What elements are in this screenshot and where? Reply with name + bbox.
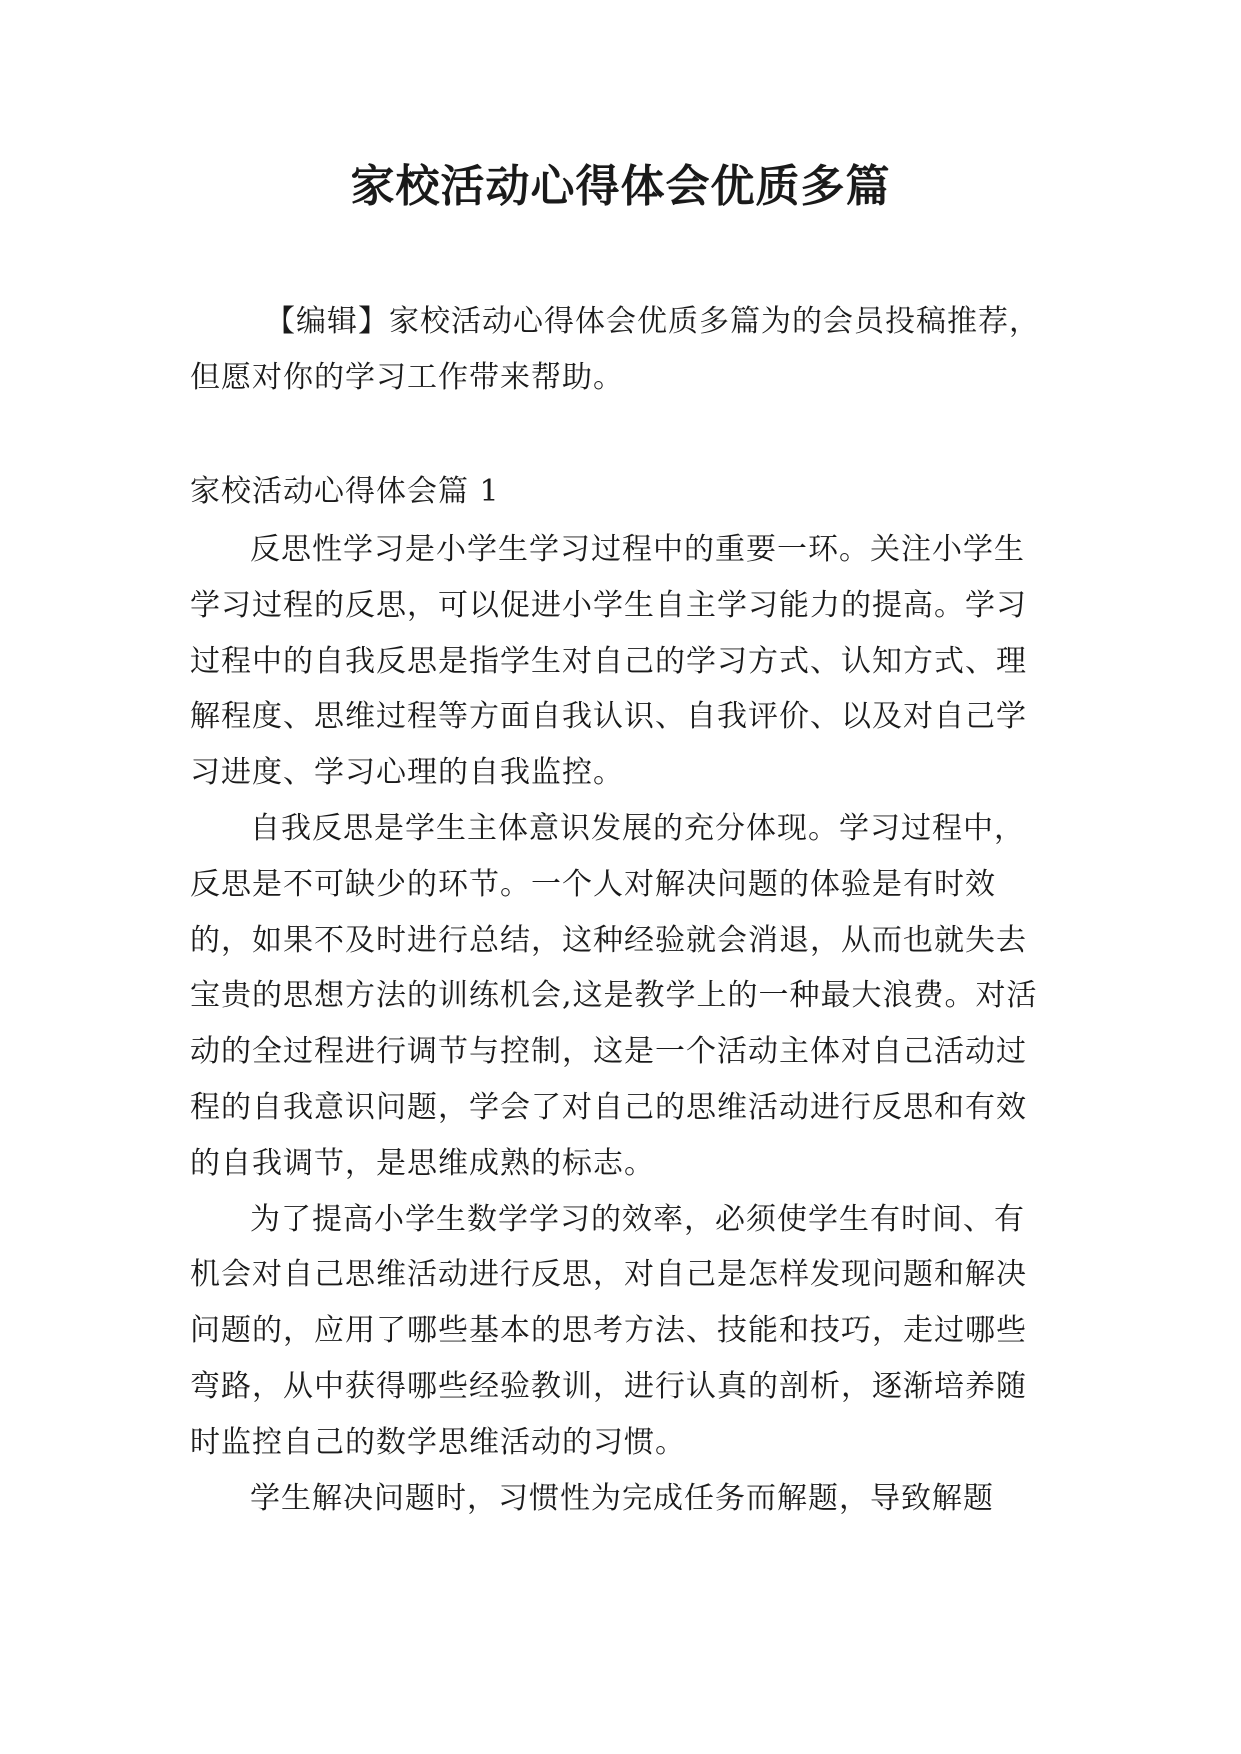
intro-block bbox=[190, 294, 1055, 406]
paragraph-3: 为了提高小学生数学学习的效率，必须使学生有时间、有机会对自己思维活动进行反思，对自己是怎样发现问题和解决问题的，应用了哪些基本的思考方法、技能和技巧，走过哪些弯路，从中获得哪些经验教训，进行认真的剖析，逐渐培养随时监控自己的数学思维活动的习惯。 bbox=[190, 1201, 1027, 1460]
section-heading: 家校活动心得体会篇 1 bbox=[190, 474, 500, 509]
paragraph-4: 学生解决问题时，习惯性为完成任务而解题，导致解题 bbox=[250, 1480, 994, 1516]
intro-paragraph: 【编辑】家校活动心得体会优质多篇为的会员投稿推荐，但愿对你的学习工作带来帮助。 bbox=[190, 304, 1040, 395]
paragraph-1: 反思性学习是小学生学习过程中的重要一环。关注小学生学习过程的反思，可以促进小学生自主学习能力的提高。学习过程中的自我反思是指学生对自己的学习方式、认知方式、理解程度、思维过程等方面自我认识、自我评价、以及对自己学习进度、学习心理的自我监控。 bbox=[190, 532, 1027, 791]
paragraph-2: 自我反思是学生主体意识发展的充分体现。学习过程中，反思是不可缺少的环节。一个人对解决问题的体验是有时效的，如果不及时进行总结，这种经验就会消退，从而也就失去宝贵的思想方法的训练机会,这是教学上的一种最大浪费。对活动的全过程进行调节与控制，这是一个活动主体对自己活动过程的自我意识问题，学会了对自己的思维活动进行反思和有效的自我调节，是思维成熟的标志。 bbox=[190, 810, 1038, 1181]
section-body bbox=[190, 522, 1055, 1526]
document-title: 家校活动心得体会优质多篇 bbox=[350, 161, 891, 212]
